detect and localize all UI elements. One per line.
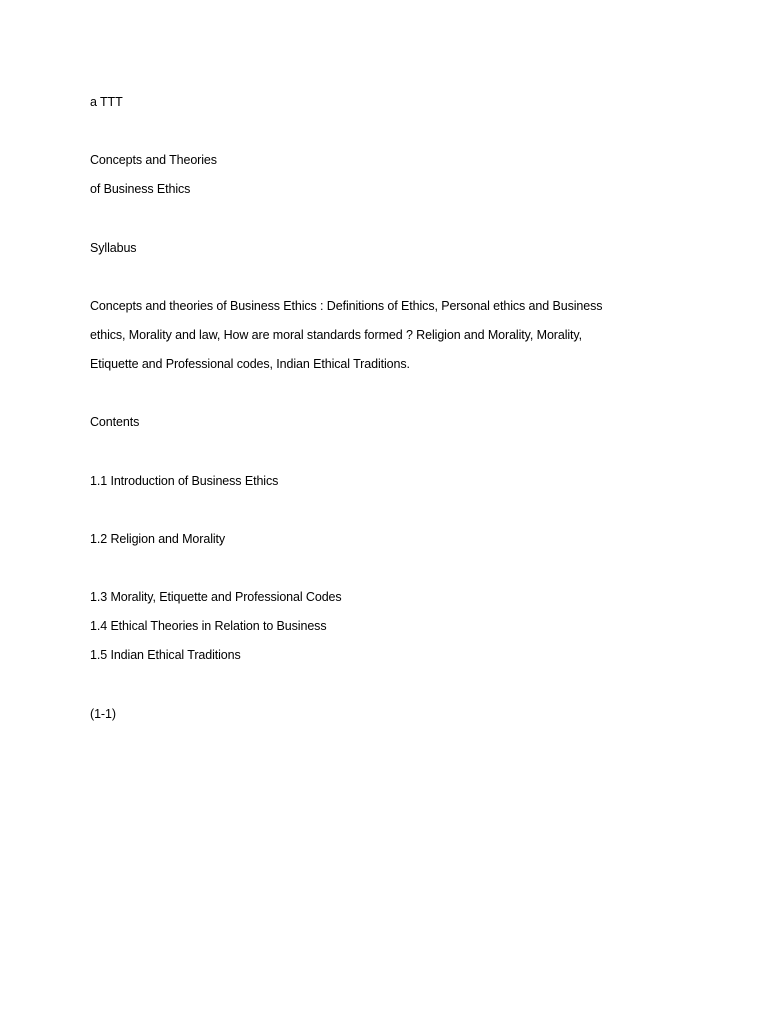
syllabus-text-line-2: ethics, Morality and law, How are moral standards formed ? Religion and Morality, Morality, bbox=[90, 328, 583, 342]
syllabus-text-line-1: Concepts and theories of Business Ethics : Definitions of Ethics, Personal ethics and Business bbox=[90, 299, 603, 313]
chapter-title-line-2: of Business Ethics bbox=[90, 182, 191, 196]
contents-item: 1.1 Introduction of Business Ethics bbox=[90, 474, 279, 488]
contents-item: 1.4 Ethical Theories in Relation to Business bbox=[90, 619, 327, 633]
page-number: (1-1) bbox=[90, 707, 116, 721]
syllabus-text-line-3: Etiquette and Professional codes, Indian Ethical Traditions. bbox=[90, 357, 410, 371]
contents-item: 1.2 Religion and Morality bbox=[90, 532, 226, 546]
syllabus-heading: Syllabus bbox=[90, 241, 137, 255]
chapter-title-line-1: Concepts and Theories bbox=[90, 153, 217, 167]
contents-heading: Contents bbox=[90, 415, 140, 429]
contents-item: 1.3 Morality, Etiquette and Professional Codes bbox=[90, 590, 342, 604]
header-mark: a TTT bbox=[90, 95, 123, 109]
contents-item: 1.5 Indian Ethical Traditions bbox=[90, 648, 241, 662]
